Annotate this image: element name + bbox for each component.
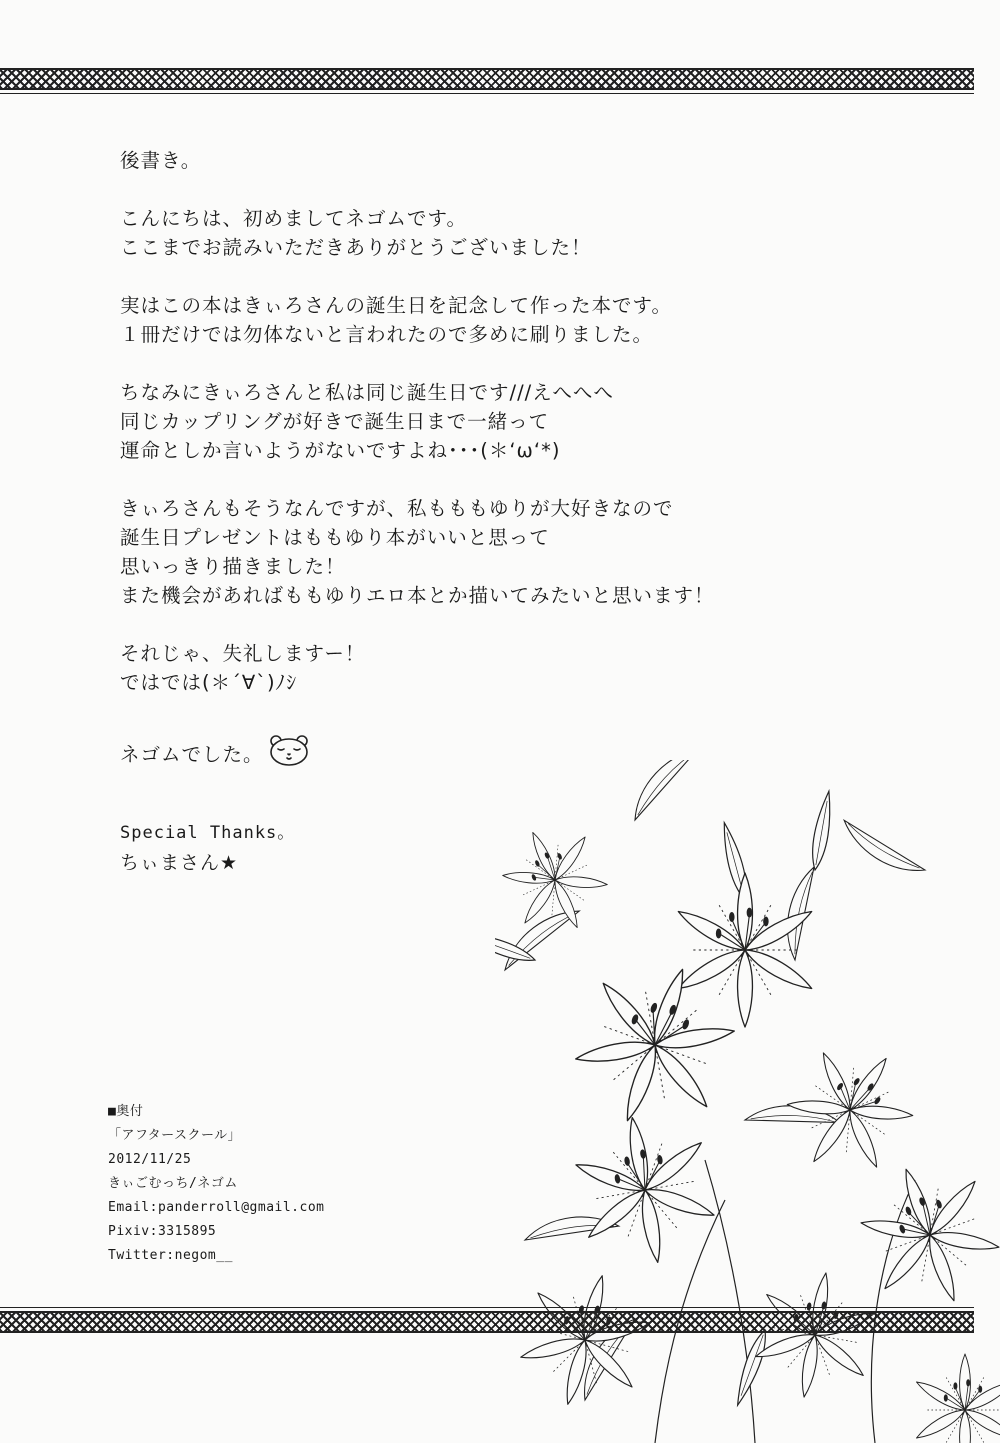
afterword-line: ではでは(＊´∀`)ﾉｼ <box>120 671 298 694</box>
afterword-line: 同じカップリングが好きで誕生日まで一緒って <box>120 410 550 433</box>
afterword-line: 思いっきり描きました！ <box>120 555 346 578</box>
afterword-line: 実はこの本はきぃろさんの誕生日を記念して作った本です。 <box>120 294 672 317</box>
afterword-line: ここまでお読みいただきありがとうございました！ <box>120 236 592 259</box>
afterword-line: それじゃ、失礼しますー！ <box>120 642 366 665</box>
colophon-heading: ■奥付 <box>108 1104 144 1119</box>
afterword-line: きぃろさんもそうなんですが、私もももゆりが大好きなので <box>120 497 674 520</box>
afterword-line: また機会があればももゆりエロ本とか描いてみたいと思います！ <box>120 584 715 607</box>
bottom-checkered-border <box>0 1311 974 1333</box>
afterword-line: 運命としか言いようがないですよね･･･(＊‘ω‘*) <box>120 439 561 462</box>
thanks-name: ちぃまさん★ <box>120 852 239 874</box>
lily-flowers-icon <box>495 760 1000 1443</box>
afterword-title: 後書き。 <box>120 149 202 172</box>
afterword-line: １冊だけでは勿体ないと言われたので多めに刷りました。 <box>120 323 654 346</box>
colophon-email: Email:panderroll@gmail.com <box>108 1200 325 1215</box>
colophon-authors: きぃごむっち/ネゴム <box>108 1176 238 1191</box>
thanks-heading: Special Thanks。 <box>120 823 296 843</box>
colophon-date: 2012/11/25 <box>108 1152 192 1167</box>
afterword-line: ちなみにきぃろさんと私は同じ誕生日です///えへへへ <box>120 381 614 404</box>
signoff-text: ネゴムでした。 <box>120 743 264 766</box>
special-thanks <box>120 818 295 878</box>
afterword-text <box>120 146 840 775</box>
top-checkered-border <box>0 68 974 90</box>
afterword-line: こんにちは、初めましてネゴムです。 <box>120 207 467 230</box>
afterword-line: 誕生日プレゼントはももゆり本がいいと思って <box>120 526 550 549</box>
colophon-title: 「アフタースクール」 <box>108 1128 242 1143</box>
colophon-twitter: Twitter:negom__ <box>108 1248 233 1263</box>
colophon <box>108 1100 325 1268</box>
colophon-pixiv: Pixiv:3315895 <box>108 1224 217 1239</box>
bear-face-icon <box>268 733 310 775</box>
